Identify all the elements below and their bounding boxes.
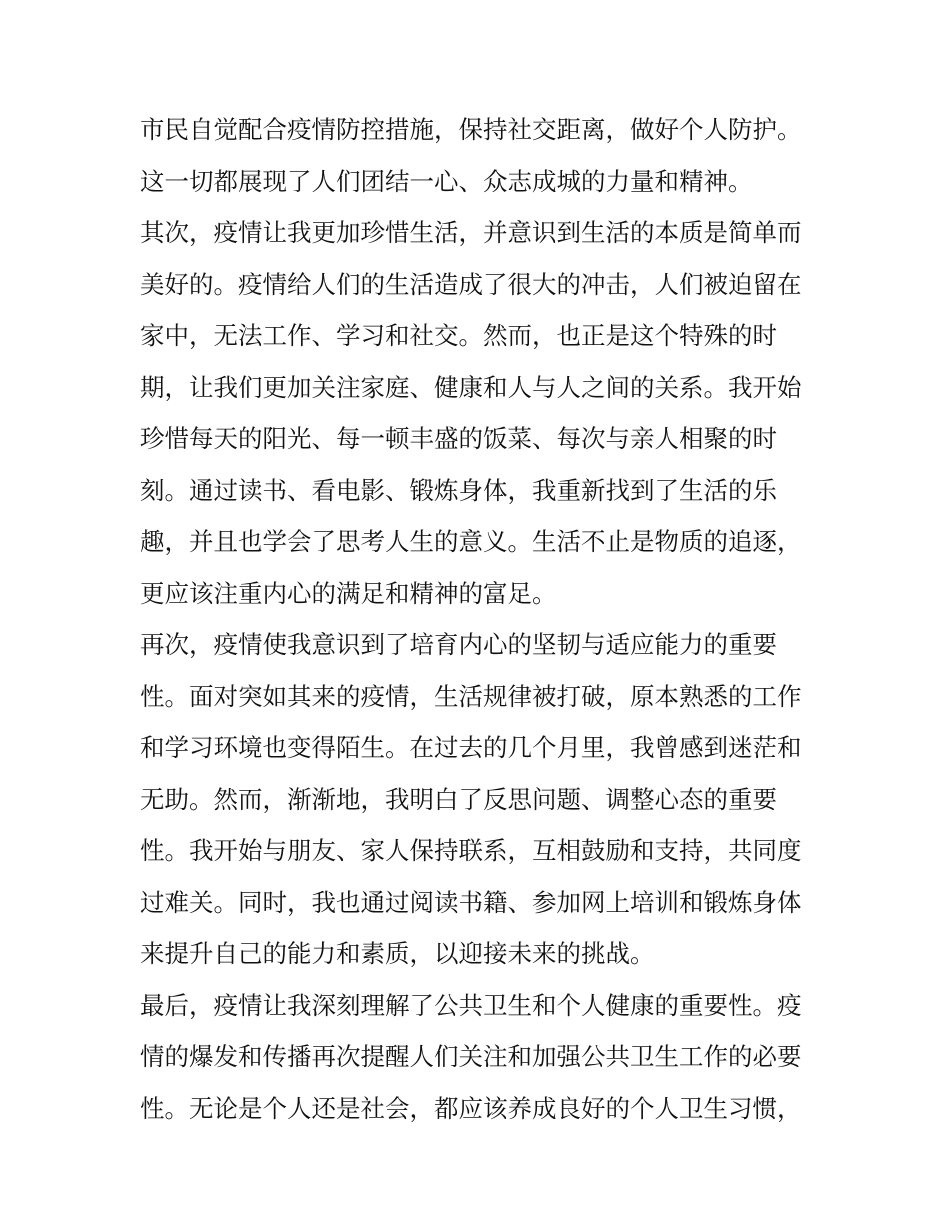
text-line-4: 美好的。疫情给人们的生活造成了很大的冲击，人们被迫留在 [140, 269, 802, 299]
text-line-1: 市民自觉配合疫情防控措施，保持社交距离，做好个人防护。 [140, 115, 802, 144]
text-line-8: 刻。通过读书、看电影、锻炼身体，我重新找到了生活的乐 [140, 475, 777, 505]
text-line-14: 无助。然而，渐渐地，我明白了反思问题、调整心态的重要 [140, 784, 777, 814]
text-line-19: 情的爆发和传播再次提醒人们关注和加强公共卫生工作的必要 [140, 1042, 802, 1071]
text-line-16: 过难关。同时，我也通过阅读书籍、参加网上培训和锻炼身体 [140, 887, 802, 917]
text-line-5: 家中，无法工作、学习和社交。然而，也正是这个特殊的时 [140, 321, 777, 350]
text-line-18: 最后，疫情让我深刻理解了公共卫生和个人健康的重要性。疫 [140, 990, 802, 1020]
document-body [140, 104, 820, 1134]
text-line-10: 更应该注重内心的满足和精神的富足。 [140, 578, 557, 608]
text-line-12: 性。面对突如其来的疫情，生活规律被打破，原本熟悉的工作 [140, 681, 802, 711]
text-line-2: 这一切都展现了人们团结一心、众志成城的力量和精神。 [140, 166, 753, 196]
text-line-3: 其次，疫情让我更加珍惜生活，并意识到生活的本质是简单而 [140, 218, 802, 247]
text-line-7: 珍惜每天的阳光、每一顿丰盛的饭菜、每次与亲人相聚的时 [140, 424, 777, 453]
text-line-11: 再次，疫情使我意识到了培育内心的坚韧与适应能力的重要 [140, 630, 777, 659]
text-line-15: 性。我开始与朋友、家人保持联系，互相鼓励和支持，共同度 [140, 836, 802, 865]
text-line-6: 期，让我们更加关注家庭、健康和人与人之间的关系。我开始 [140, 372, 802, 402]
text-line-20: 性。无论是个人还是社会，都应该养成良好的个人卫生习惯， [140, 1093, 802, 1123]
text-line-9: 趣，并且也学会了思考人生的意义。生活不止是物质的追逐， [140, 527, 802, 556]
text-line-17: 来提升自己的能力和素质，以迎接未来的挑战。 [140, 939, 655, 968]
text-line-13: 和学习环境也变得陌生。在过去的几个月里，我曾感到迷茫和 [140, 733, 802, 762]
